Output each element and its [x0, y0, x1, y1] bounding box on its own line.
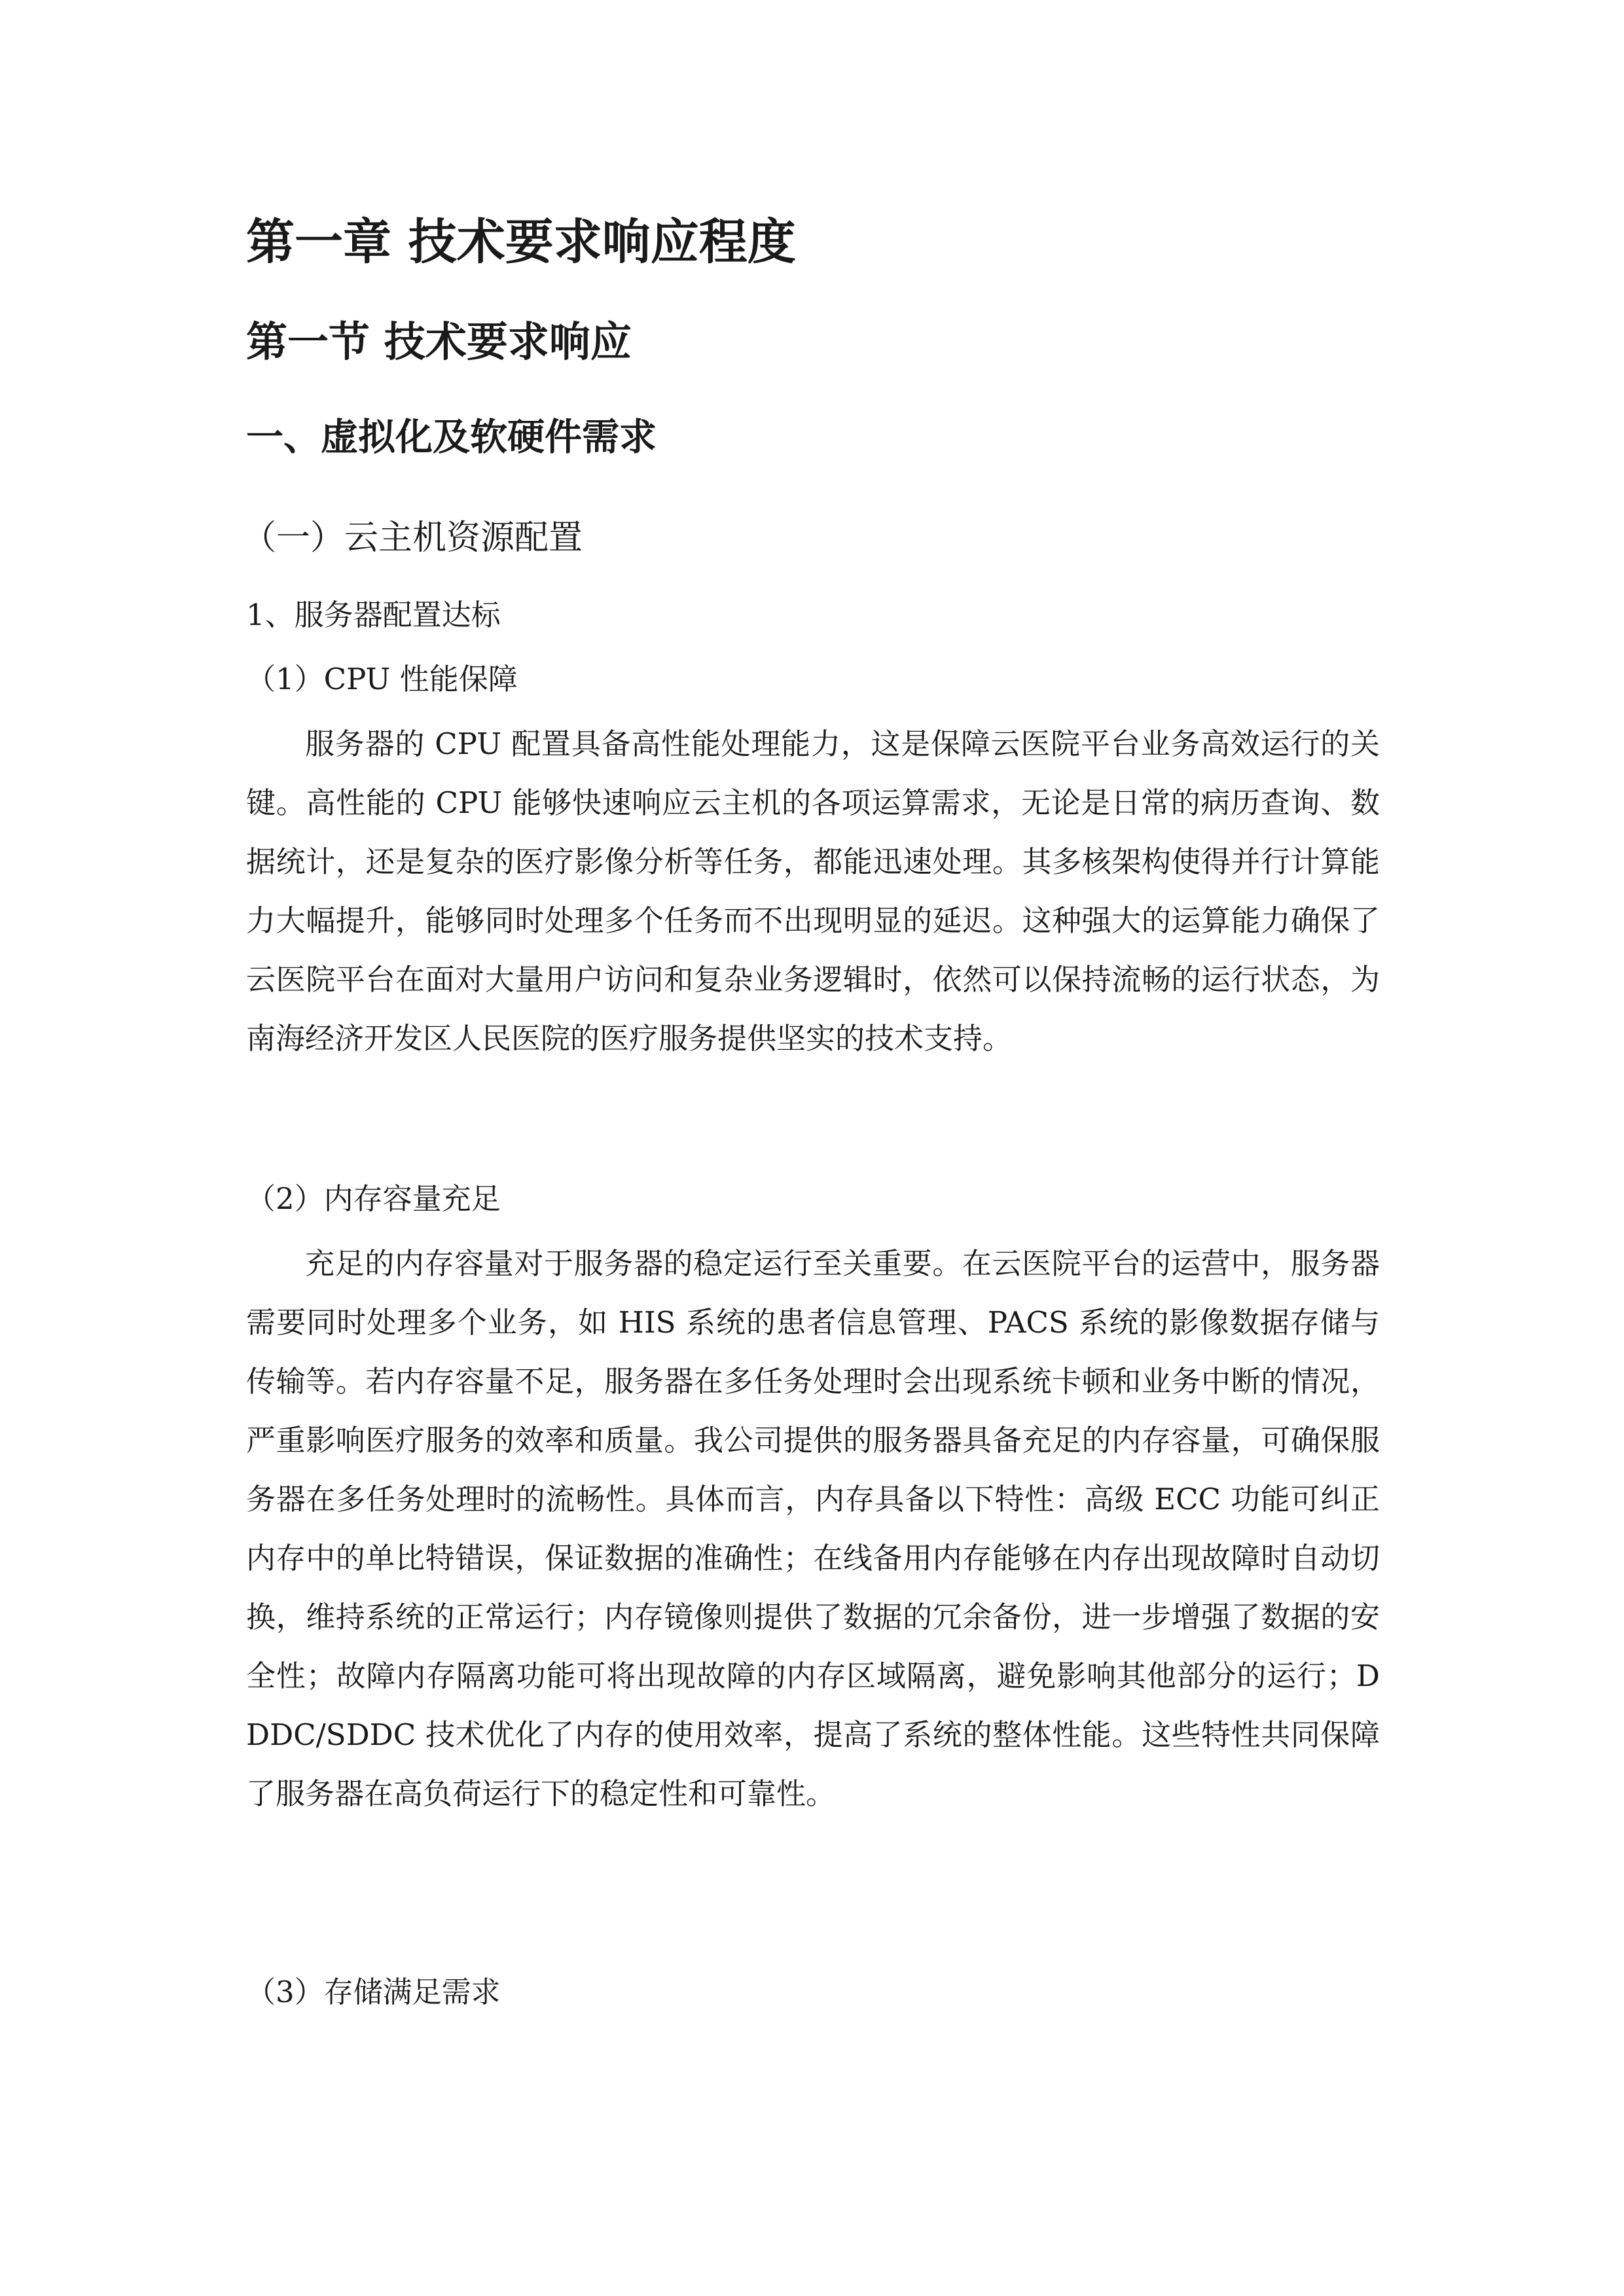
paragraph-cpu: 服务器的 CPU 配置具备高性能处理能力，这是保障云医院平台业务高效运行的关键。高性能的 CPU 能够快速响应云主机的各项运算需求，无论是日常的病历查询、数据统计，还是复杂的医疗影像分析等任务，都能迅速处理。其多核架构使得并行计算能力大幅提升，能够同时处理多个任务而不出现明显的延迟。这种强大的运算能力确保了云医院平台在面对大量用户访问和复杂业务逻辑时，依然可以保持流畅的运行状态，为南海经济开发区人民医院的医疗服务提供坚实的技术支持。 — [246, 726, 1380, 1056]
item-title-memory: （2）内存容量充足 — [246, 1181, 501, 1216]
chapter-title: 第一章 技术要求响应程度 — [246, 214, 796, 270]
section-title: 第一节 技术要求响应 — [246, 318, 632, 366]
item-title-storage: （3）存储满足需求 — [246, 1975, 501, 2009]
heading-virtualization: 一、虚拟化及软硬件需求 — [246, 416, 657, 459]
heading-cloud-host-resources: （一）云主机资源配置 — [242, 518, 583, 558]
heading-server-config: 1、服务器配置达标 — [246, 598, 501, 632]
item-title-cpu: （1）CPU 性能保障 — [246, 662, 518, 696]
document-page — [242, 0, 1380, 2296]
paragraph-memory: 充足的内存容量对于服务器的稳定运行至关重要。在云医院平台的运营中，服务器需要同时处理多个业务，如 HIS 系统的患者信息管理、PACS 系统的影像数据存储与传输等。若内存容量不足，服务器在多任务处理时会出现系统卡顿和业务中断的情况，严重影响医疗服务的效率和质量。我公司提供的服务器具备充足的内存容量，可确保服务器在多任务处理时的流畅性。具体而言，内存具备以下特性：高级 ECC 功能可纠正内存中的单比特错误，保证数据的准确性；在线备用内存能够在内存出现故障时自动切换，维持系统的正常运行；内存镜像则提供了数据的冗余备份，进一步增强了数据的安全性；故障内存隔离功能可将出现故障的内存区域隔离，避免影响其他部分的运行；DDDC/SDDC 技术优化了内存的使用效率，提高了系统的整体性能。这些特性共同保障了服务器在高负荷运行下的稳定性和可靠性。 — [246, 1246, 1380, 1811]
